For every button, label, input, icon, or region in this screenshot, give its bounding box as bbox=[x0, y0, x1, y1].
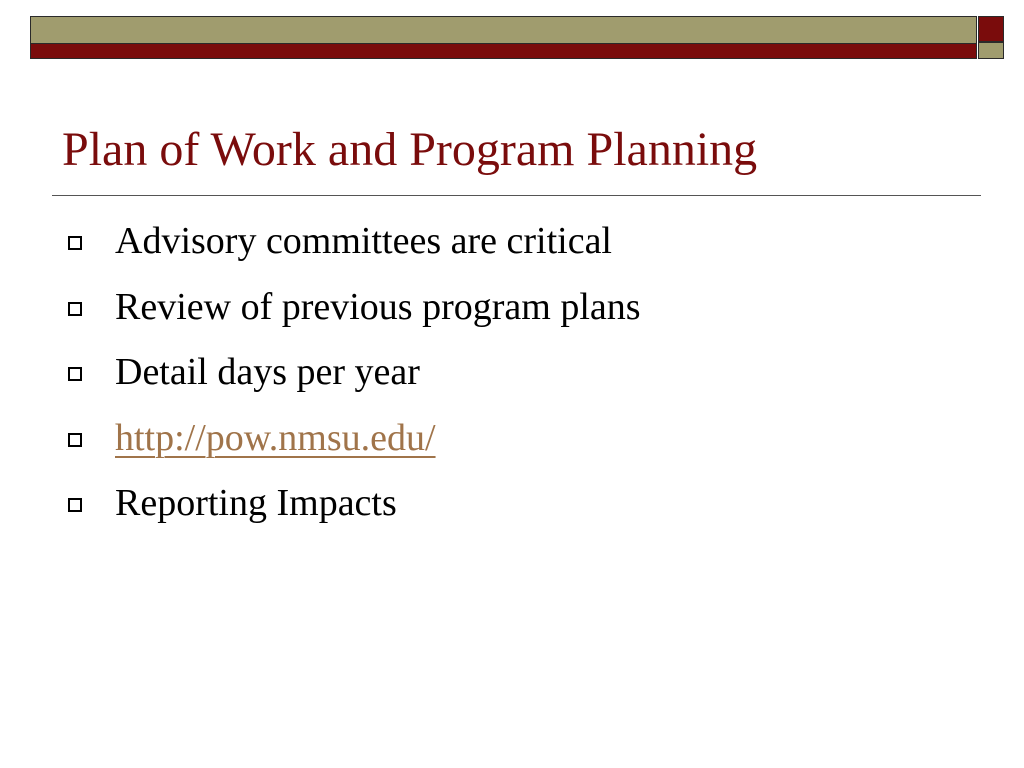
hollow-square-bullet-icon bbox=[68, 498, 82, 512]
pow-nmsu-link[interactable]: http://pow.nmsu.edu/ bbox=[115, 416, 436, 459]
hollow-square-bullet-icon bbox=[68, 236, 82, 250]
top-bar-olive-stripe bbox=[31, 17, 976, 44]
corner-olive-square bbox=[978, 42, 1004, 59]
bullet-item-advisory bbox=[0, 212, 1024, 278]
top-decorative-bar bbox=[30, 16, 977, 59]
bullet-text: Reporting Impacts bbox=[115, 482, 397, 524]
slide-title: Plan of Work and Program Planning bbox=[62, 123, 758, 176]
bullet-item-detail-days bbox=[0, 343, 1024, 409]
top-bar-maroon-stripe bbox=[31, 44, 976, 58]
bullet-text: Detail days per year bbox=[115, 351, 420, 393]
bullet-item-reporting bbox=[0, 474, 1024, 540]
bullet-text: Advisory committees are critical bbox=[115, 220, 612, 262]
corner-maroon-square bbox=[978, 16, 1004, 42]
bullet-item-review bbox=[0, 278, 1024, 344]
hollow-square-bullet-icon bbox=[68, 433, 82, 447]
hollow-square-bullet-icon bbox=[68, 367, 82, 381]
hollow-square-bullet-icon bbox=[68, 302, 82, 316]
bullet-list bbox=[0, 212, 1024, 540]
bullet-item-pow-link bbox=[0, 409, 1024, 475]
bullet-text: Review of previous program plans bbox=[115, 285, 641, 328]
title-divider bbox=[52, 195, 981, 196]
